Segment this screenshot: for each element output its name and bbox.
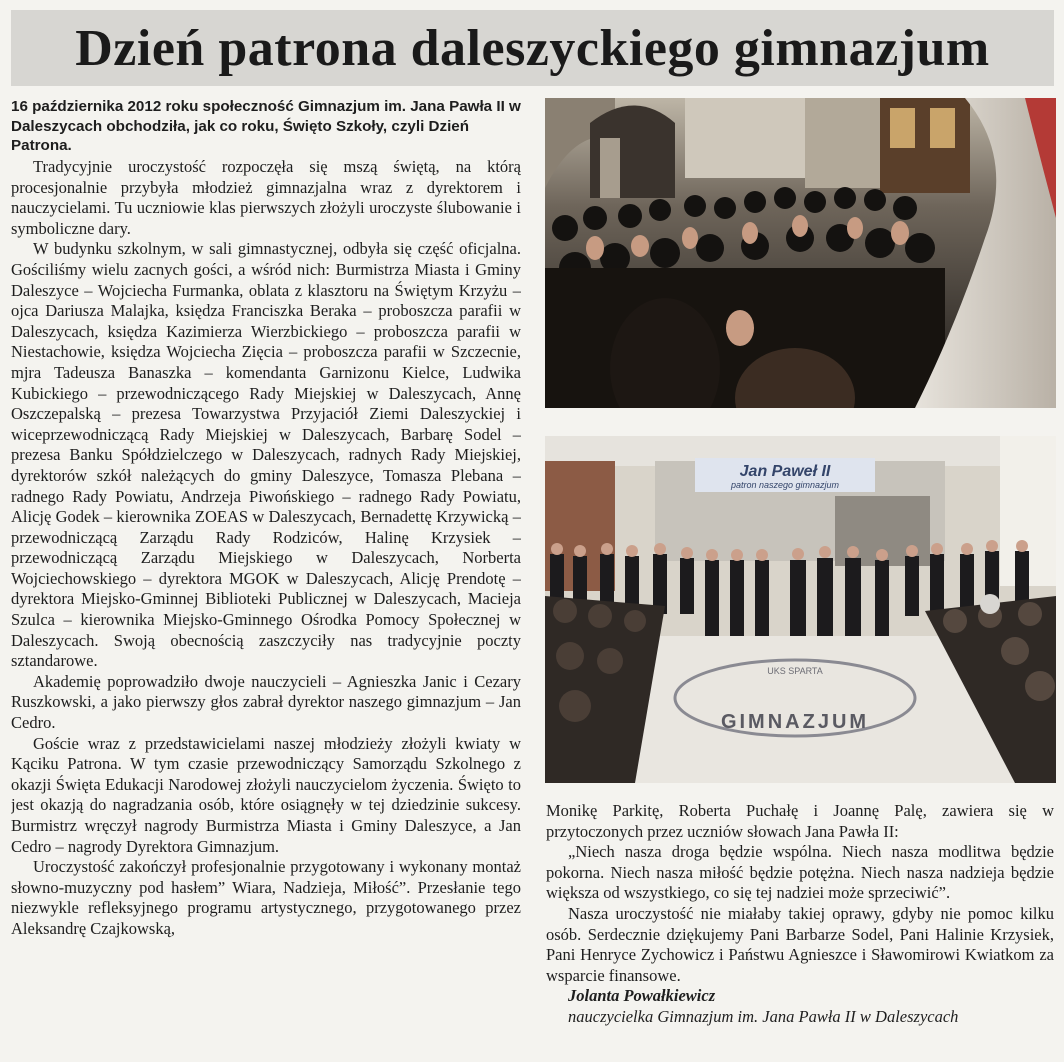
paragraph: W budynku szkolnym, w sali gimnastycznej, odbyła się część oficjalna. Gościliśmy wielu zacnych gości, a wśród nich: Burmistrza Miasta i Gminy Daleszyce – Wojciecha Furmanka, oblata z klasztoru na Świętym Krzyżu – ojca Dariusza Malajka, księdza Franciszka Beraka – proboszcza parafii w Daleszycach, księdza Kazimierza Wierzbickiego – proboszcza parafii w Niestachowie, księdza Wojciecha Zięcia – proboszcza parafii w Szczecnie, mjra Tadeusza Banaszka – komendanta Garnizonu Kielce, Ludwika Kubickiego – przewodniczącego Rady Miejskiej w Daleszycach, Annę Oszczepalską – prezesa Towarzystwa Przyjaciół Ziemi Daleszyckiej i wiceprzewodniczącą Rady Miejskiej w Daleszycach, Barbarę Sodel – prezesa Banku Spółdzielczego w Daleszycach, radnych Rady Miejskiej, dyrektorów szkół należących do gminy Daleszyce, Tomasza Plebana – radnego Rady Powiatu, Andrzeja Piwońskiego – radnego Rady Powiatu, Alicję Godek – kierownika ZOEAS w Daleszycach, Bernadettę Krzywicką – przewodniczącą Zarządu Rady Rodziców, Halinę Krzysiek – przewodniczącą Zarządu Miejskiego w Daleszycach, Norberta Wojciechowskiego – dyrektora MGOK w Daleszycach, Alicję Prendotę – dyrektora Miejsko-Gminnej Biblioteki Publicznej w Daleszycach, Macieja Szulca – kierownika Miejsko-Gminnego Ośrodka Pomocy Społecznej w Daleszycach. Swoją obecnością zaszczyciły nas tradycyjnie poczty sztandarowe. <box>11 239 521 671</box>
paragraph: Goście wraz z przedstawicielami naszej młodzieży złożyli kwiaty w Kąciku Patrona. W tym czasie przewodniczący Samorządu Szkolnego z okazji Święta Edukacji Narodowej złożyli nauczycielom życzenia. Święto to jest okazją do nagradzania osób, które osiągnęły w tej dziedzinie sukcesy. Burmistrz wręczył nagrody Burmistrza Miasta i Gminy Daleszyce, a Jan Cedro – nagrody Dyrektora Gimnazjum. <box>11 733 521 856</box>
paragraph: Tradycyjnie uroczystość rozpoczęła się mszą świętą, na którą procesjonalnie przybyła młodzież gimnazjalna wraz z dyrektorem i nauczycielami. Tu uczniowie klas pierwszych złożyli uroczyste ślubowanie i symboliczne dary. <box>11 157 521 238</box>
right-column <box>546 801 1054 1057</box>
floor-logo-text: GIMNAZJUM <box>720 711 870 733</box>
quote-paragraph: „Niech nasza droga będzie wspólna. Niech nasza modlitwa będzie pokorna. Niech nasza miłość będzie potężna. Niech nasza nadzieja będzie większa od wszystkiego, co się tej nadziei może sprzeciwić”. <box>546 842 1054 903</box>
article-lead: 16 października 2012 roku społeczność Gimnazjum im. Jana Pawła II w Daleszycach obchodziła, jak co roku, Święto Szkoły, czyli Dzień Patrona. <box>11 98 521 154</box>
article-title: Dzień patrona daleszyckiego gimnazjum <box>75 19 990 77</box>
church-ceremony-photo <box>545 98 1056 408</box>
author-role: nauczycielka Gimnazjum im. Jana Pawła II w Daleszycach <box>568 1006 959 1026</box>
title-band <box>11 10 1054 86</box>
left-column <box>11 157 521 1057</box>
paragraph: Uroczystość zakończył profesjonalnie przygotowany i wykonany montaż słowno-muzyczny pod hasłem” Wiara, Nadzieja, Miłość”. Przesłanie tego niezwykle refleksyjnego programu artystycznego, przygotowanego przez Aleksandrę Czajkowską, <box>11 857 521 938</box>
banner-title: Jan Paweł II <box>739 463 831 480</box>
paragraph: Nasza uroczystość nie miałaby takiej oprawy, gdyby nie pomoc kilku osób. Serdecznie dziękujemy Pani Barbarze Sodel, Pani Halinie Krzysiek, Pani Henryce Zychowicz i Państwu Agnieszce i Sławomirowi Kwiatkom za wsparcie finansowe. <box>546 903 1054 985</box>
banner-subtitle: patron naszego gimnazjum <box>730 480 840 490</box>
paragraph: Monikę Parkitę, Roberta Puchałę i Joannę Palę, zawiera się w przytoczonych przez uczniów słowach Jana Pawła II: <box>546 801 1054 841</box>
paragraph: Akademię poprowadziło dwoje nauczycieli – Agnieszka Janic i Cezary Ruszkowski, a jako pierwszy głos zabrał dyrektor naszego gimnazjum – Jan Cedro. <box>11 671 521 733</box>
floor-logo-small: UKS SPARTA <box>767 666 823 676</box>
author-name: Jolanta Powałkiewicz <box>568 986 716 1006</box>
gym-ceremony-photo <box>545 436 1056 783</box>
